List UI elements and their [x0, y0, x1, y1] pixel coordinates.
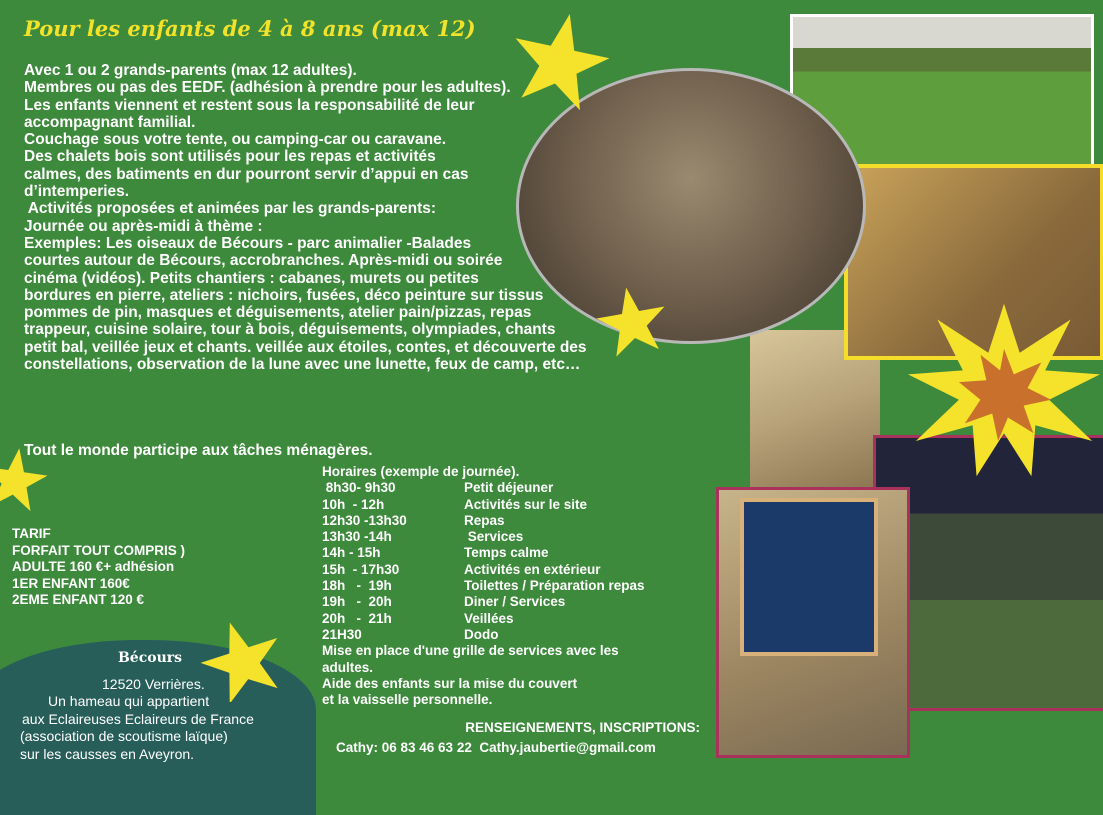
schedule-heading: Horaires (exemple de journée).: [322, 464, 520, 479]
schedule-activity: Veillées: [464, 610, 514, 626]
star-icon: [200, 618, 284, 702]
intro-line: courtes autour de Bécours, accrobranches. Après-midi ou soirée: [24, 252, 503, 270]
schedule-activity: Activités sur le site: [464, 496, 588, 512]
schedule-row: [322, 578, 702, 594]
schedule-row: [322, 480, 702, 496]
schedule-note: Mise en place d'une grille de services avec les: [322, 643, 619, 659]
schedule-note: Aide des enfants sur la mise du couvert: [322, 675, 578, 691]
becours-line: Un hameau qui appartient: [48, 693, 210, 709]
schedule-row: [322, 497, 702, 513]
schedule-time: 13h30 -14h: [322, 529, 392, 545]
intro-line: calmes, des batiments en dur pourront servir d’appui en cas: [24, 165, 469, 183]
becours-line: (association de scoutisme laïque): [20, 728, 228, 744]
intro-line: Des chalets bois sont utilisés pour les repas et activités: [24, 148, 436, 166]
tarif-enfant-1: 1ER ENFANT 160€: [12, 575, 130, 591]
intro-line: Exemples: Les oiseaux de Bécours - parc animalier -Balades: [24, 234, 472, 252]
schedule-time: 20h - 21h: [322, 610, 392, 626]
schedule-row: [322, 513, 702, 529]
schedule-row: [322, 611, 702, 627]
schedule-time: 12h30 -13h30: [322, 512, 407, 528]
star-icon: [0, 446, 48, 512]
schedule-activity: Repas: [464, 512, 505, 528]
schedule-time: 14h - 15h: [322, 545, 381, 561]
star-icon: [510, 10, 610, 110]
chores-note: Tout le monde participe aux tâches ménagères.: [24, 442, 373, 459]
schedule-notes: [322, 643, 702, 708]
becours-line: 12520 Verrières.: [102, 675, 205, 692]
intro-line: bordures en pierre, ateliers : nichoirs, fusées, déco peinture sur tissus: [24, 286, 544, 304]
schedule: [322, 464, 702, 708]
intro-line: Membres ou pas des EEDF. (adhésion à prendre pour les adultes).: [24, 79, 511, 97]
intro-line: cinéma (vidéos). Petits chantiers : cabanes, murets ou petites: [24, 269, 479, 287]
contact-details: Cathy: 06 83 46 63 22 Cathy.jaubertie@gmail.com: [336, 740, 656, 755]
schedule-activity: Petit déjeuner: [464, 480, 554, 496]
intro-line: Couchage sous votre tente, ou camping-car ou caravane.: [24, 131, 447, 149]
tarif-enfant-2: 2EME ENFANT 120 €: [12, 592, 145, 607]
intro-line: petit bal, veillée jeux et chants. veillée aux étoiles, contes, et découverte des: [24, 338, 587, 356]
schedule-activity: Activités en extérieur: [464, 561, 601, 577]
intro-line: d’intemperies.: [24, 183, 130, 201]
intro-line: trappeur, cuisine solaire, tour à bois, déguisements, olympiades, chants: [24, 321, 556, 339]
tarif-adulte: ADULTE 160 €+ adhésion: [12, 559, 175, 574]
constellation-board: [740, 498, 878, 656]
tarif-block: [12, 526, 185, 609]
tarif-heading: TARIF: [12, 526, 51, 541]
intro-line: accompagnant familial.: [24, 113, 196, 131]
becours-line: sur les causses en Aveyron.: [20, 745, 195, 762]
contact-block: [336, 718, 706, 758]
schedule-row: [322, 594, 702, 610]
contact-label: RENSEIGNEMENTS, INSCRIPTIONS:: [465, 720, 700, 735]
becours-line: aux Eclaireuses Eclaireurs de France: [22, 710, 254, 727]
schedule-time: 21H30: [322, 626, 362, 642]
becours-name: Bécours: [117, 650, 183, 666]
starburst-icon: [906, 300, 1102, 480]
schedule-row: [322, 562, 702, 578]
schedule-activity: Services: [464, 529, 524, 545]
schedule-note: adultes.: [322, 659, 374, 675]
page-title: Pour les enfants de 4 à 8 ans (max 12): [24, 16, 476, 41]
schedule-activity: Toilettes / Préparation repas: [464, 578, 645, 594]
schedule-time: 10h - 12h: [322, 496, 385, 512]
schedule-row: [322, 627, 702, 643]
schedule-activity: Diner / Services: [464, 594, 566, 610]
intro-line: Les enfants viennent et restent sous la responsabilité de leur: [24, 96, 475, 114]
intro-line: Activités proposées et animées par les grands-parents:: [24, 200, 437, 218]
intro-line: constellations, observation de la lune avec une lunette, feux de camp, etc…: [24, 356, 581, 374]
schedule-note: et la vaisselle personnelle.: [322, 692, 493, 708]
star-icon: [596, 285, 668, 357]
schedule-time: 8h30- 9h30: [322, 480, 396, 496]
schedule-time: 15h - 17h30: [322, 561, 400, 577]
schedule-activity: Dodo: [464, 626, 499, 642]
intro-line: pommes de pin, masques et déguisements, atelier pain/pizzas, repas: [24, 304, 532, 322]
schedule-activity: Temps calme: [464, 545, 549, 561]
schedule-time: 18h - 19h: [322, 578, 392, 594]
intro-line: Avec 1 ou 2 grands-parents (max 12 adultes).: [24, 62, 357, 79]
intro-line: Journée ou après-midi à thème :: [24, 217, 263, 235]
schedule-row: [322, 529, 702, 545]
schedule-time: 19h - 20h: [322, 594, 392, 610]
schedule-row: [322, 545, 702, 561]
tarif-forfait: FORFAIT TOUT COMPRIS ): [12, 542, 185, 558]
